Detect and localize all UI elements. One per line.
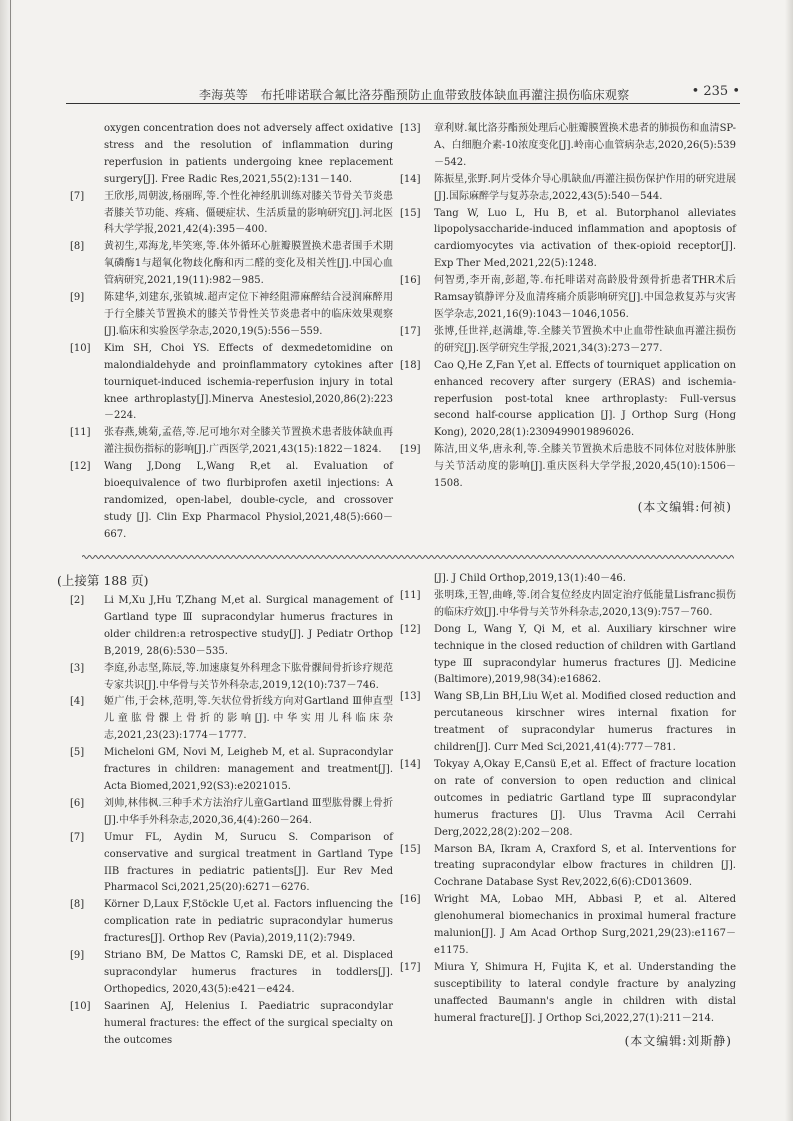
reference-item: [400, 842, 736, 893]
reference-item: [70, 948, 393, 999]
reference-number: [15]: [400, 207, 421, 219]
reference-list: [70, 593, 393, 1049]
reference-number: [8]: [70, 899, 85, 911]
reference-text: Miura Y, Shimura H, Fujita K, et al. Understanding the susceptibility to lateral condyle fracture by analyzing unaffected Baumann's angle in children with distal humeral fracture[J]. J Orthop Sci,2022,27(1):211－214.: [434, 961, 736, 1024]
reference-item: [70, 189, 393, 240]
reference-list: [70, 189, 393, 544]
reference-number: [7]: [70, 190, 85, 202]
reference-item: [70, 999, 393, 1050]
running-header: [66, 82, 740, 104]
reference-number: [18]: [400, 359, 421, 371]
reference-number: [11]: [70, 427, 91, 439]
wavy-separator: [82, 553, 734, 561]
reference-number: [10]: [70, 1000, 91, 1012]
reference-number: [17]: [400, 325, 421, 337]
reference-text: 刘帅,林伟枫.三种手术方法治疗儿童Gartland Ⅲ型肱骨髁上骨折[J].中华手外科杂志,2020,36,4(4):260－264.: [104, 797, 393, 826]
reference-number: [15]: [400, 843, 421, 855]
reference-text: Li M,Xu J,Hu T,Zhang M,et al. Surgical management of Gartland type Ⅲ supracondylar humerus fractures in older children:a retrospective study[J]. J Pediatr Orthop B,2019, 28(6):530－535.: [104, 595, 393, 657]
reference-text: 李庭,孙志坚,陈辰,等.加速康复外科理念下肱骨髁间骨折诊疗规范专家共识[J].中华骨与关节外科杂志,2019,12(10):737－746.: [104, 662, 393, 691]
continued-from-label: (上接第 188 页): [57, 573, 149, 588]
reference-item: [400, 121, 736, 172]
reference-item: [70, 796, 393, 830]
editor-note: (本文编辑:何祯): [637, 499, 732, 514]
top-right-column: [400, 121, 736, 516]
reference-item: [400, 273, 736, 324]
reference-text: Tokyay A,Okay E,Cansü E,et al. Effect of fracture location on rate of conversion to open reduction and clinical outcomes in pediatric Gartland type Ⅲ supracondylar humerus fractures [J]. Ulus Travma Acil Cerrahi Derg,2022,28(2):202－208.: [434, 758, 736, 838]
reference-text: Marson BA, Ikram A, Craxford S, et al. Interventions for treating supracondylar elbow fractures in children [J]. Cochrane Database Syst Rev,2022,6(6):CD013609.: [434, 843, 736, 889]
reference-item: [70, 459, 393, 544]
reference-item: [400, 892, 736, 960]
reference-item: [400, 206, 736, 274]
reference-text: Cao Q,He Z,Fan Y,et al. Effects of tourniquet application on enhanced recovery after surgery (ERAS) and ischemia-reperfusion post-total knee arthroplasty: Full-versus second half-course application [J]. J Orthop Surg (Hong Kong), 2020,28(1):2309499019896026.: [434, 359, 736, 439]
reference-number: [17]: [400, 961, 421, 973]
reference-item: [400, 324, 736, 358]
reference-item: [70, 694, 393, 745]
reference-text: Wright MA, Lobao MH, Abbasi P, et al. Altered glenohumeral biomechanics in proximal humeral fracture malunion[J]. J Am Acad Orthop Surg,2021,29(23):e1167－e1175.: [434, 894, 736, 956]
reference-text: Wang SB,Lin BH,Liu W,et al. Modified closed reduction and percutaneous kirschner wires internal fixation for treatment of supracondylar humerus fractures in children[J]. Curr Med Sci,2021,41(4):777－781.: [434, 691, 736, 754]
reference-text: 陈洁,田义华,唐永利,等.全膝关节置换术后患肢不同体位对肢体肿胀与关节活动度的影响[J].重庆医科大学学报,2020,45(10):1506－1508.: [434, 444, 736, 490]
top-left-column: [70, 121, 393, 544]
binding-edge-line: [10, 0, 11, 1121]
header-rule: [66, 103, 740, 104]
reference-text: Kim SH, Choi YS. Effects of dexmedetomidine on malondialdehyde and proinflammatory cytokines after tourniquet-induced ischemia-reperfusion injury in total knee arthroplasty[J].Minerva Anestesiol,2020,86(2):223－224.: [104, 342, 393, 422]
running-title: 李海英等 布托啡诺联合氟比洛芬酯预防止血带致肢体缺血再灌注损伤临床观察: [199, 88, 630, 102]
reference-text: Micheloni GM, Novi M, Leigheb M, et al. Supracondylar fractures in children: management and treatment[J]. Acta Biomed,2021,92(S3):e2021015.: [104, 747, 393, 792]
reference-item: [70, 239, 393, 290]
reference-text: 章利财.氟比洛芬酯预处理后心脏瓣膜置换术患者的肺损伤和血清SP-A、白细胞介素-10浓度变化[J].岭南心血管病杂志,2020,26(5):539－542.: [434, 123, 736, 168]
reference-item: [70, 341, 393, 426]
reference-number: [6]: [70, 797, 85, 809]
reference-number: [16]: [400, 894, 421, 906]
reference-text: Saarinen AJ, Helenius I. Paediatric supracondylar humeral fractures: the effect of the surgical specialty on the outcomes: [104, 1000, 393, 1046]
reference-text: Wang J,Dong L,Wang R,et al. Evaluation of bioequivalence of two flurbiprofen axetil injections: A randomized, open-label, double-cycle, and crossover study [J]. Clin Exp Pharmacol Physiol,2021,48(5):660－667.: [104, 461, 393, 540]
reference-number: [12]: [400, 623, 421, 635]
reference-number: [10]: [70, 342, 91, 354]
reference-text: 张明珠,王智,曲峰,等.闭合复位经皮内固定治疗低能量Lisfranc损伤的临床疗效[J].中华骨与关节外科杂志,2020,13(9):757－760.: [434, 589, 736, 618]
reference-item: [400, 172, 736, 206]
reference-number: [19]: [400, 444, 421, 456]
reference-number: [14]: [400, 173, 421, 185]
page-binding-shadow: [0, 0, 14, 1121]
reference-number: [13]: [400, 691, 421, 703]
reference-item: [400, 588, 736, 622]
bottom-left-column: [70, 593, 393, 1049]
reference-number: [5]: [70, 747, 85, 759]
editor-note: (本文编辑:刘斯静): [624, 1034, 732, 1049]
reference-number: [7]: [70, 831, 85, 843]
reference-item: [70, 290, 393, 341]
reference-list: [400, 121, 736, 493]
reference-number: [12]: [70, 461, 91, 473]
page-edge-shadow: [785, 0, 793, 1121]
reference-number: [9]: [70, 950, 85, 962]
reference-number: [14]: [400, 758, 421, 770]
bottom-right-column: [400, 571, 736, 1050]
reference-number: [11]: [400, 589, 421, 601]
reference-item: [70, 745, 393, 796]
reference-item: [400, 960, 736, 1028]
reference-text: Körner D,Laux F,Stöckle U,et al. Factors influencing the complication rate in pediatric supracondylar humerus fractures[J]. Orthop Rev (Pavia),2019,11(2):7949.: [104, 899, 393, 945]
reference-number: [2]: [70, 595, 85, 606]
reference-text: 张春燕,姚菊,孟蓓,等.尼可地尔对全膝关节置换术患者肢体缺血再灌注损伤指标的影响[J].广西医学,2021,43(15):1822－1824.: [104, 427, 393, 456]
reference-text: 姬广伟,于会林,范明,等.矢状位骨折线方向对Gartland Ⅲ伸直型儿童肱骨髁上骨折的影响[J].中华实用儿科临床杂志,2021,23(23):1774－1777.: [104, 696, 393, 742]
reference-item: [70, 897, 393, 948]
reference-text: Striano BM, De Mattos C, Ramski DE, et al. Displaced supracondylar humerus fractures in toddlers[J]. Orthopedics, 2020,43(5):e421－e424.: [104, 950, 393, 995]
reference-text: 黄初生,邓海龙,毕笑寒,等.体外循环心脏瓣膜置换术患者围手术期氧磷酶1与超氧化物歧化酶和丙二醛的变化及相关性[J].中国心血管病研究,2021,19(11):982－985.: [104, 241, 393, 287]
reference-item: [70, 425, 393, 459]
reference-continuation: [J]. J Child Orthop,2019,13(1):40－46.: [434, 573, 626, 584]
reference-item: [400, 622, 736, 690]
reference-continuation: oxygen concentration does not adversely affect oxidative stress and the resolution of inflammation during reperfusion in patients undergoing knee replacement surgery[J]. Free Radic Res,2021,55(2):131－140.: [104, 123, 393, 185]
reference-text: 王欣彤,周朝波,杨丽晖,等.个性化神经肌训练对膝关节骨关节炎患者膝关节功能、疼痛、僵硬症状、生活质量的影响研究[J].河北医科大学学报,2021,42(4):395－400.: [104, 190, 393, 236]
reference-item: [400, 757, 736, 842]
reference-item: [70, 593, 393, 661]
reference-text: 张博,任世祥,赵满雄,等.全膝关节置换术中止血带性缺血再灌注损伤的研究[J].医学研究生学报,2021,34(3):273－277.: [434, 325, 736, 354]
reference-text: Dong L, Wang Y, Qi M, et al. Auxiliary kirschner wire technique in the closed reduction of children with Gartland type Ⅲ supracondylar humerus fractures [J]. Medicine (Baltimore),2019,98(34):e16862.: [434, 623, 736, 686]
reference-item: [70, 830, 393, 898]
reference-text: Umur FL, Aydin M, Surucu S. Comparison of conservative and surgical treatment in Gartland Type IIB fractures in pediatric patients[J]. Eur Rev Med Pharmacol Sci,2021,25(20):6271－6276.: [104, 831, 393, 894]
reference-number: [4]: [70, 696, 85, 708]
reference-number: [9]: [70, 292, 85, 304]
reference-text: Tang W, Luo L, Hu B, et al. Butorphanol alleviates lipopolysaccharide-induced inflammation and apoptosis of cardiomyocytes via activation of theκ-opioid receptor[J]. Exp Ther Med,2021,22(5):1248.: [434, 207, 736, 270]
reference-item: [70, 661, 393, 695]
reference-number: [3]: [70, 662, 85, 674]
reference-number: [8]: [70, 241, 85, 253]
reference-item: [400, 442, 736, 493]
page-number: • 235 •: [691, 84, 740, 99]
reference-item: [400, 358, 736, 443]
reference-text: 陈建华,刘建东,张镇城.超声定位下神经阻滞麻醉结合浸润麻醉用于行全膝关节置换术的膝关节骨性关节炎患者中的临床效果观察[J].临床和实验医学杂志,2020,19(5):556－559.: [104, 292, 393, 337]
reference-text: 陈振星,张野.阿片受体介导心肌缺血/再灌注损伤保护作用的研究进展[J].国际麻醉学与复苏杂志,2022,43(5):540－544.: [434, 173, 736, 202]
reference-number: [13]: [400, 123, 421, 134]
reference-text: 何智勇,李开南,彭超,等.布托啡诺对高龄股骨颈骨折患者THR术后Ramsay镇静评分及血清疼痛介质影响研究[J].中国急救复苏与灾害医学杂志,2021,16(9):1043－1046,1056.: [434, 275, 736, 320]
reference-item: [400, 689, 736, 757]
reference-list: [400, 588, 736, 1028]
reference-number: [16]: [400, 275, 421, 287]
